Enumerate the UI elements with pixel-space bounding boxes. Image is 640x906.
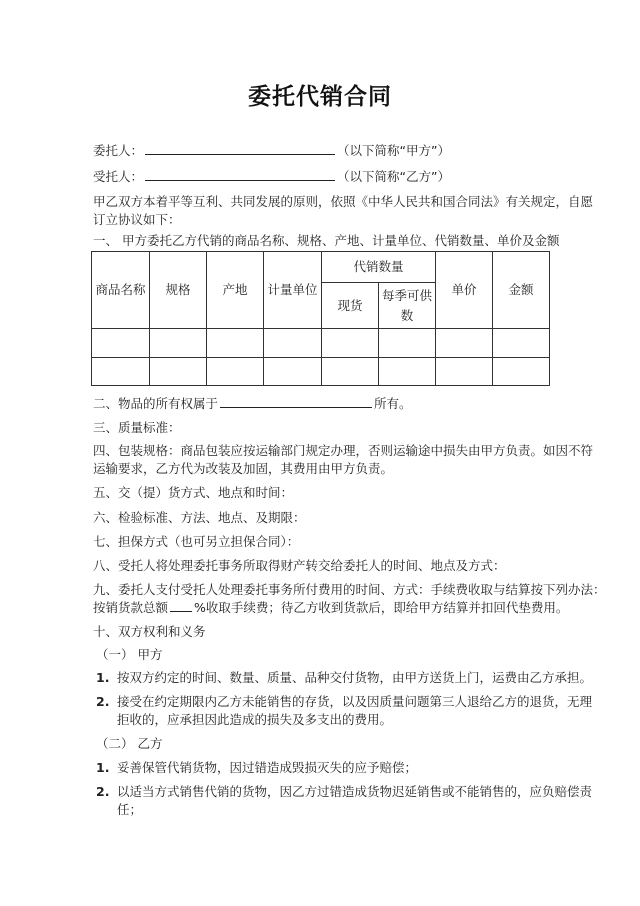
table-cell[interactable] xyxy=(207,358,264,386)
party-b-item-2-line-1: 以适当方式销售代销的货物，因乙方过错造成货物迟延销售或不能销售的，应负赔偿责 xyxy=(117,784,593,799)
entrustee-label: 受托人： xyxy=(93,169,144,184)
party-a-heading: （一） 甲方 xyxy=(96,647,163,662)
header-spec: 规格 xyxy=(150,252,207,329)
party-b-heading: （二） 乙方 xyxy=(96,736,163,751)
ownership-blank[interactable] xyxy=(220,394,372,408)
party-b-item-1-number: 1. xyxy=(96,760,110,775)
table-cell[interactable] xyxy=(436,329,493,358)
clause-3: 三、质量标准： xyxy=(93,420,181,435)
intro-line-2: 订立协议如下： xyxy=(93,212,181,227)
party-a-item-2-number: 2. xyxy=(96,694,110,709)
goods-table xyxy=(91,251,550,386)
clause-5: 五、交（提）货方式、地点和时间： xyxy=(93,485,294,500)
table-cell[interactable] xyxy=(264,329,322,358)
table-row xyxy=(92,329,550,358)
header-stock: 现货 xyxy=(322,283,379,329)
clause-10: 十、双方权利和义务 xyxy=(93,624,206,639)
header-consignment-qty: 代销数量 xyxy=(322,252,436,283)
entrustee-blank[interactable] xyxy=(145,167,335,181)
table-cell[interactable] xyxy=(322,329,379,358)
table-cell[interactable] xyxy=(264,358,322,386)
header-product-name: 商品名称 xyxy=(92,252,150,329)
header-quarterly-line-1: 每季可供 xyxy=(382,287,433,303)
intro-line-1: 甲乙双方本着平等互利、共同发展的原则，依照《中华人民共和国合同法》有关规定，自愿 xyxy=(93,194,594,209)
party-a-item-2-line-2: 拒收的，应承担因此造成的损失及多支出的费用。 xyxy=(117,712,393,727)
table-cell[interactable] xyxy=(493,358,550,386)
party-b-item-2-number: 2. xyxy=(96,784,110,799)
table-row xyxy=(92,358,550,386)
entrustor-label: 委托人： xyxy=(93,143,144,158)
party-a-item-1: 按双方约定的时间、数量、质量、品种交付货物，由甲方送货上门，运费由乙方承担。 xyxy=(117,670,593,685)
clause-4-line-2: 运输要求，乙方代为改装及加固，其费用由甲方负责。 xyxy=(93,461,394,476)
clause-9-suffix: %收取手续费；待乙方收到货款后，即给甲方结算并扣回代垫费用。 xyxy=(194,600,569,615)
clause-2-prefix: 二、物品的所有权属于 xyxy=(93,396,219,411)
clause-8: 八、受托人将处理委托事务所取得财产转交给委托人的时间、地点及方式： xyxy=(93,558,506,573)
header-quarterly-supply xyxy=(379,283,436,329)
entrustor-note: （以下简称“甲方”） xyxy=(337,143,450,158)
entrustor-line xyxy=(93,141,450,161)
entrustee-line xyxy=(93,167,450,187)
party-b-item-2-line-2: 任； xyxy=(117,802,143,817)
table-cell[interactable] xyxy=(92,358,150,386)
fee-rate-blank[interactable] xyxy=(170,598,192,612)
clause-9-line-1: 九、委托人支付受托人处理委托事务所付费用的时间、方式：手续费收取与结算按下列办法： xyxy=(93,582,606,597)
clause-7: 七、担保方式（也可另立担保合同）： xyxy=(93,534,300,549)
clause-6: 六、检验标准、方法、地点、及期限： xyxy=(93,510,306,525)
header-amount: 金额 xyxy=(493,252,550,329)
table-cell[interactable] xyxy=(150,329,207,358)
table-cell[interactable] xyxy=(92,329,150,358)
table-cell[interactable] xyxy=(150,358,207,386)
entrustor-blank[interactable] xyxy=(145,141,335,155)
document-title: 委托代销合同 xyxy=(248,84,392,110)
header-unit: 计量单位 xyxy=(264,252,322,329)
table-cell[interactable] xyxy=(493,329,550,358)
clause-4-line-1: 四、包装规格：商品包装应按运输部门规定办理，否则运输途中损失由甲方负责。如因不符 xyxy=(93,443,594,458)
clause-1: 一、 甲方委托乙方代销的商品名称、规格、产地、计量单位、代销数量、单价及金额 xyxy=(93,233,560,248)
table-cell[interactable] xyxy=(436,358,493,386)
party-a-item-1-number: 1. xyxy=(96,670,110,685)
table-cell[interactable] xyxy=(379,329,436,358)
table-cell[interactable] xyxy=(207,329,264,358)
header-unit-price: 单价 xyxy=(436,252,493,329)
party-a-item-2-line-1: 接受在约定期限内乙方未能销售的存货，以及因质量问题第三人退给乙方的退货，无理 xyxy=(117,694,593,709)
clause-9-line-2 xyxy=(93,598,568,618)
clause-2-suffix: 所有。 xyxy=(374,396,412,411)
header-origin: 产地 xyxy=(207,252,264,329)
table-cell[interactable] xyxy=(379,358,436,386)
entrustee-note: （以下简称“乙方”） xyxy=(337,169,450,184)
header-quarterly-line-2: 数 xyxy=(400,307,414,323)
clause-9-prefix: 按销货款总额 xyxy=(93,600,169,615)
party-b-item-1: 妥善保管代销货物，因过错造成毁损灭失的应予赔偿； xyxy=(117,760,418,775)
clause-2 xyxy=(93,394,412,414)
table-cell[interactable] xyxy=(322,358,379,386)
